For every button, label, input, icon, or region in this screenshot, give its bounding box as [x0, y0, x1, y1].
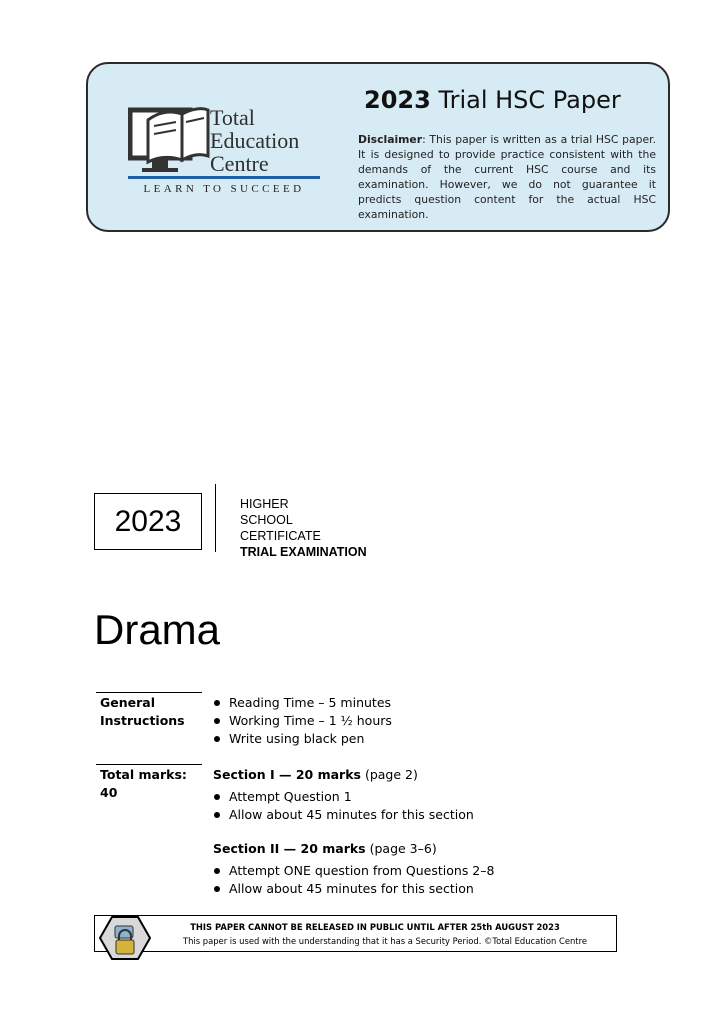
list-item: Reading Time – 5 minutes [213, 694, 392, 712]
paper-title-year: 2023 [364, 86, 431, 114]
header-banner [86, 62, 670, 232]
cert-line-trial: TRIAL EXAMINATION [240, 545, 367, 559]
paper-title [364, 86, 621, 114]
total-marks-label: Total marks: 40 [100, 767, 187, 800]
list-item: Attempt Question 1 [213, 788, 474, 806]
divider-total [96, 764, 202, 765]
disclaimer-text: : This paper is written as a trial HSC paper. It is designed to provide practice consistent with the demands of the current HSC course and its examination. However, we do not guarantee it predicts question content for the actual HSC examination. [358, 133, 656, 221]
general-instructions-list [213, 694, 392, 748]
general-instructions-label: General Instructions [100, 695, 185, 728]
divider-general [96, 692, 202, 693]
footer-release-notice: THIS PAPER CANNOT BE RELEASED IN PUBLIC UNTIL AFTER 25th AUGUST 2023 [190, 922, 560, 932]
logo-underline [128, 176, 320, 179]
list-item: Write using black pen [213, 730, 392, 748]
section-1-heading: Section I — 20 marks (page 2) [213, 767, 418, 782]
vertical-divider [215, 484, 216, 552]
disclaimer [358, 132, 656, 222]
section-2-block [213, 840, 494, 898]
footer-security-notice: This paper is used with the understanding that it has a Security Period. ©Total Education Centre [183, 936, 587, 946]
exam-year-box: 2023 [94, 493, 202, 550]
list-item: Allow about 45 minutes for this section [213, 806, 474, 824]
disclaimer-label: Disclaimer [358, 133, 423, 146]
cert-line-certificate: CERTIFICATE [240, 529, 321, 543]
cert-line-higher: HIGHER [240, 497, 289, 511]
certificate-block [240, 496, 367, 560]
list-item: Working Time – 1 ½ hours [213, 712, 392, 730]
subject-title: Drama [94, 606, 221, 653]
cert-line-school: SCHOOL [240, 513, 293, 527]
list-item: Attempt ONE question from Questions 2–8 [213, 862, 494, 880]
section-2-heading: Section II — 20 marks (page 3–6) [213, 841, 437, 856]
list-item: Allow about 45 minutes for this section [213, 880, 494, 898]
logo-tagline: LEARN TO SUCCEED [143, 183, 305, 195]
security-lock-icon [99, 916, 151, 960]
paper-title-text: Trial HSC Paper [438, 86, 621, 114]
logo-name: Total Education Centre [210, 105, 300, 176]
security-footer [94, 915, 617, 952]
section-1-block [213, 766, 474, 824]
